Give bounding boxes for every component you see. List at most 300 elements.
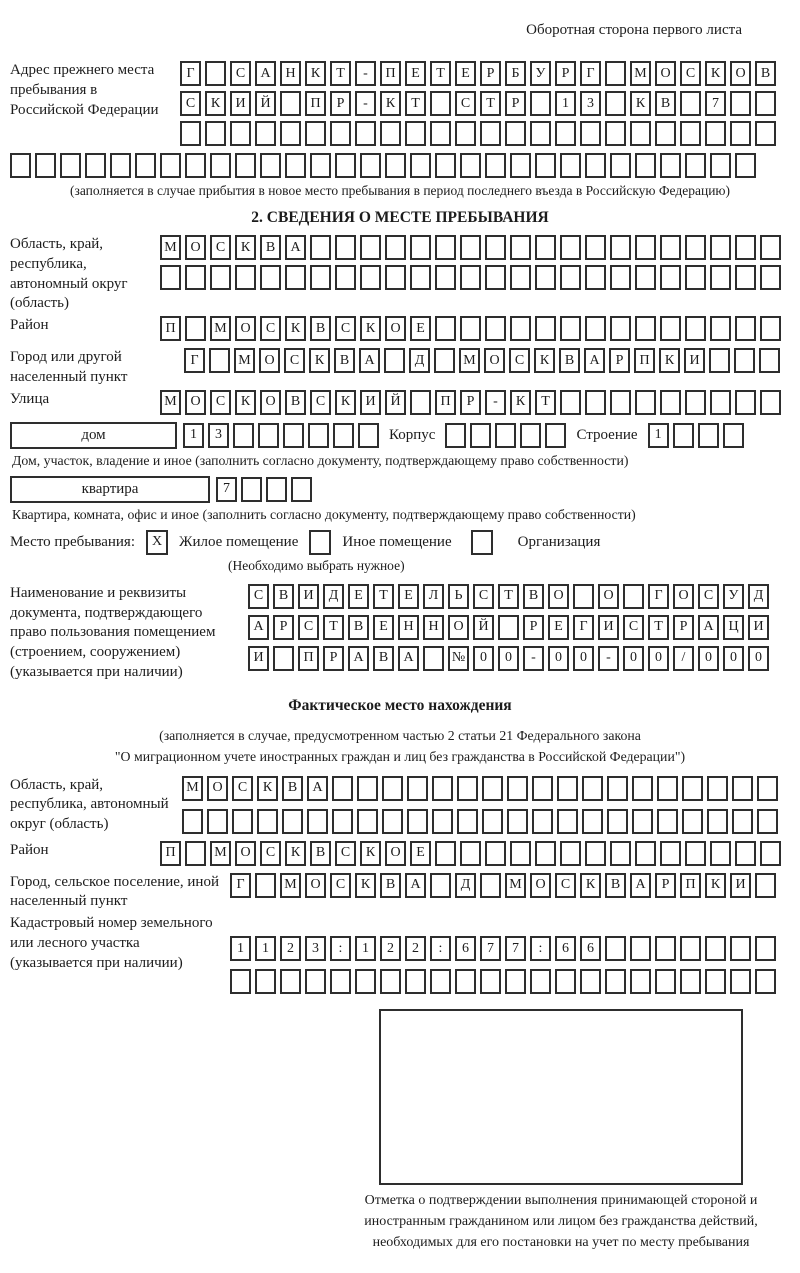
char-cell[interactable]: К: [360, 316, 381, 341]
char-cell[interactable]: [698, 423, 719, 448]
char-cell[interactable]: П: [380, 61, 401, 86]
char-cell[interactable]: [507, 809, 528, 834]
char-cell[interactable]: А: [698, 615, 719, 640]
char-cell[interactable]: А: [255, 61, 276, 86]
char-cell[interactable]: [180, 121, 201, 146]
char-cell[interactable]: Г: [573, 615, 594, 640]
char-cell[interactable]: [632, 809, 653, 834]
char-cell[interactable]: [495, 423, 516, 448]
char-cell[interactable]: А: [584, 348, 605, 373]
char-cell[interactable]: К: [257, 776, 278, 801]
char-cell[interactable]: [730, 936, 751, 961]
char-cell[interactable]: [460, 235, 481, 260]
char-cell[interactable]: [482, 776, 503, 801]
char-cell[interactable]: [732, 809, 753, 834]
char-cell[interactable]: О: [235, 841, 256, 866]
char-cell[interactable]: [582, 776, 603, 801]
char-cell[interactable]: [735, 390, 756, 415]
char-cell[interactable]: [735, 153, 756, 178]
char-cell[interactable]: [735, 841, 756, 866]
char-cell[interactable]: [732, 776, 753, 801]
char-cell[interactable]: [382, 809, 403, 834]
char-cell[interactable]: [430, 121, 451, 146]
char-cell[interactable]: [505, 121, 526, 146]
char-cell[interactable]: [291, 477, 312, 502]
char-cell[interactable]: [730, 121, 751, 146]
char-cell[interactable]: [545, 423, 566, 448]
char-cell[interactable]: О: [235, 316, 256, 341]
char-cell[interactable]: У: [723, 584, 744, 609]
char-cell[interactable]: [605, 121, 626, 146]
char-cell[interactable]: В: [755, 61, 776, 86]
char-cell[interactable]: [480, 969, 501, 994]
char-cell[interactable]: [185, 265, 206, 290]
char-cell[interactable]: А: [307, 776, 328, 801]
char-cell[interactable]: С: [248, 584, 269, 609]
char-cell[interactable]: [655, 969, 676, 994]
char-cell[interactable]: [230, 121, 251, 146]
char-cell[interactable]: [407, 809, 428, 834]
char-cell[interactable]: [280, 91, 301, 116]
char-cell[interactable]: -: [355, 61, 376, 86]
char-cell[interactable]: [530, 121, 551, 146]
char-cell[interactable]: [635, 316, 656, 341]
char-cell[interactable]: 1: [255, 936, 276, 961]
char-cell[interactable]: [255, 969, 276, 994]
char-cell[interactable]: В: [310, 841, 331, 866]
char-cell[interactable]: П: [680, 873, 701, 898]
char-cell[interactable]: В: [605, 873, 626, 898]
char-cell[interactable]: 0: [498, 646, 519, 671]
char-cell[interactable]: Р: [330, 91, 351, 116]
char-cell[interactable]: Г: [648, 584, 669, 609]
char-cell[interactable]: [260, 265, 281, 290]
char-cell[interactable]: [710, 841, 731, 866]
char-cell[interactable]: [405, 969, 426, 994]
char-cell[interactable]: [760, 235, 781, 260]
char-cell[interactable]: [682, 776, 703, 801]
char-cell[interactable]: О: [484, 348, 505, 373]
char-cell[interactable]: [35, 153, 56, 178]
char-cell[interactable]: [185, 153, 206, 178]
char-cell[interactable]: [685, 235, 706, 260]
char-cell[interactable]: А: [630, 873, 651, 898]
char-cell[interactable]: А: [348, 646, 369, 671]
char-cell[interactable]: 1: [648, 423, 669, 448]
char-cell[interactable]: П: [160, 316, 181, 341]
char-cell[interactable]: [560, 390, 581, 415]
char-cell[interactable]: [510, 265, 531, 290]
char-cell[interactable]: [610, 841, 631, 866]
char-cell[interactable]: Г: [184, 348, 205, 373]
char-cell[interactable]: [210, 153, 231, 178]
char-cell[interactable]: [610, 153, 631, 178]
char-cell[interactable]: [232, 809, 253, 834]
char-cell[interactable]: В: [523, 584, 544, 609]
char-cell[interactable]: Т: [323, 615, 344, 640]
char-cell[interactable]: :: [430, 936, 451, 961]
char-cell[interactable]: [610, 235, 631, 260]
char-cell[interactable]: [432, 776, 453, 801]
char-cell[interactable]: [673, 423, 694, 448]
char-cell[interactable]: 3: [305, 936, 326, 961]
char-cell[interactable]: [610, 390, 631, 415]
char-cell[interactable]: [305, 969, 326, 994]
char-cell[interactable]: Р: [480, 61, 501, 86]
char-cell[interactable]: [705, 936, 726, 961]
char-cell[interactable]: [705, 121, 726, 146]
char-cell[interactable]: 2: [380, 936, 401, 961]
char-cell[interactable]: 6: [455, 936, 476, 961]
char-cell[interactable]: [735, 235, 756, 260]
char-cell[interactable]: Ь: [448, 584, 469, 609]
char-cell[interactable]: [655, 936, 676, 961]
char-cell[interactable]: М: [630, 61, 651, 86]
char-cell[interactable]: К: [630, 91, 651, 116]
char-cell[interactable]: О: [530, 873, 551, 898]
char-cell[interactable]: [405, 121, 426, 146]
char-cell[interactable]: [305, 121, 326, 146]
char-cell[interactable]: [760, 841, 781, 866]
char-cell[interactable]: К: [705, 61, 726, 86]
char-cell[interactable]: О: [673, 584, 694, 609]
char-cell[interactable]: [430, 91, 451, 116]
char-cell[interactable]: М: [182, 776, 203, 801]
char-cell[interactable]: [485, 316, 506, 341]
char-cell[interactable]: [460, 153, 481, 178]
inoe-checkbox[interactable]: [309, 530, 331, 555]
char-cell[interactable]: [308, 423, 329, 448]
char-cell[interactable]: /: [673, 646, 694, 671]
char-cell[interactable]: [707, 809, 728, 834]
char-cell[interactable]: К: [580, 873, 601, 898]
char-cell[interactable]: -: [355, 91, 376, 116]
zhiloe-checkbox[interactable]: X: [146, 530, 168, 555]
char-cell[interactable]: Т: [498, 584, 519, 609]
char-cell[interactable]: [360, 153, 381, 178]
char-cell[interactable]: [260, 153, 281, 178]
char-cell[interactable]: [560, 153, 581, 178]
char-cell[interactable]: [730, 969, 751, 994]
char-cell[interactable]: Р: [460, 390, 481, 415]
char-cell[interactable]: О: [598, 584, 619, 609]
char-cell[interactable]: Т: [373, 584, 394, 609]
char-cell[interactable]: Й: [385, 390, 406, 415]
char-cell[interactable]: [530, 91, 551, 116]
char-cell[interactable]: [680, 936, 701, 961]
char-cell[interactable]: Н: [398, 615, 419, 640]
char-cell[interactable]: [435, 841, 456, 866]
char-cell[interactable]: У: [530, 61, 551, 86]
char-cell[interactable]: С: [698, 584, 719, 609]
char-cell[interactable]: [507, 776, 528, 801]
char-cell[interactable]: [685, 153, 706, 178]
char-cell[interactable]: [657, 776, 678, 801]
char-cell[interactable]: [283, 423, 304, 448]
char-cell[interactable]: А: [359, 348, 380, 373]
char-cell[interactable]: О: [448, 615, 469, 640]
char-cell[interactable]: [330, 969, 351, 994]
char-cell[interactable]: [435, 153, 456, 178]
char-cell[interactable]: С: [680, 61, 701, 86]
char-cell[interactable]: 2: [405, 936, 426, 961]
char-cell[interactable]: [380, 121, 401, 146]
char-cell[interactable]: [485, 153, 506, 178]
char-cell[interactable]: М: [210, 841, 231, 866]
char-cell[interactable]: Н: [423, 615, 444, 640]
char-cell[interactable]: [410, 390, 431, 415]
char-cell[interactable]: [585, 316, 606, 341]
char-cell[interactable]: [384, 348, 405, 373]
char-cell[interactable]: 0: [723, 646, 744, 671]
char-cell[interactable]: [480, 873, 501, 898]
char-cell[interactable]: [710, 265, 731, 290]
char-cell[interactable]: Р: [555, 61, 576, 86]
char-cell[interactable]: 1: [355, 936, 376, 961]
char-cell[interactable]: Т: [405, 91, 426, 116]
char-cell[interactable]: [682, 809, 703, 834]
char-cell[interactable]: Н: [280, 61, 301, 86]
char-cell[interactable]: [710, 153, 731, 178]
char-cell[interactable]: К: [355, 873, 376, 898]
char-cell[interactable]: [330, 121, 351, 146]
char-cell[interactable]: [209, 348, 230, 373]
char-cell[interactable]: И: [684, 348, 705, 373]
char-cell[interactable]: [332, 809, 353, 834]
char-cell[interactable]: К: [305, 61, 326, 86]
char-cell[interactable]: [498, 615, 519, 640]
char-cell[interactable]: [585, 265, 606, 290]
char-cell[interactable]: Р: [323, 646, 344, 671]
char-cell[interactable]: С: [623, 615, 644, 640]
char-cell[interactable]: М: [459, 348, 480, 373]
char-cell[interactable]: [470, 423, 491, 448]
char-cell[interactable]: [410, 153, 431, 178]
char-cell[interactable]: [660, 153, 681, 178]
char-cell[interactable]: [530, 969, 551, 994]
char-cell[interactable]: [510, 841, 531, 866]
char-cell[interactable]: И: [360, 390, 381, 415]
char-cell[interactable]: [505, 969, 526, 994]
char-cell[interactable]: [485, 265, 506, 290]
char-cell[interactable]: 7: [216, 477, 237, 502]
char-cell[interactable]: О: [385, 316, 406, 341]
char-cell[interactable]: [485, 841, 506, 866]
char-cell[interactable]: [557, 776, 578, 801]
char-cell[interactable]: Д: [748, 584, 769, 609]
char-cell[interactable]: [607, 776, 628, 801]
char-cell[interactable]: [605, 969, 626, 994]
char-cell[interactable]: М: [234, 348, 255, 373]
char-cell[interactable]: [455, 121, 476, 146]
char-cell[interactable]: [482, 809, 503, 834]
char-cell[interactable]: [635, 265, 656, 290]
char-cell[interactable]: К: [705, 873, 726, 898]
char-cell[interactable]: [445, 423, 466, 448]
char-cell[interactable]: В: [282, 776, 303, 801]
char-cell[interactable]: [560, 841, 581, 866]
char-cell[interactable]: [680, 969, 701, 994]
char-cell[interactable]: [307, 809, 328, 834]
char-cell[interactable]: [607, 809, 628, 834]
char-cell[interactable]: [755, 91, 776, 116]
char-cell[interactable]: [760, 316, 781, 341]
char-cell[interactable]: Д: [455, 873, 476, 898]
char-cell[interactable]: [630, 121, 651, 146]
char-cell[interactable]: [285, 265, 306, 290]
char-cell[interactable]: [457, 809, 478, 834]
char-cell[interactable]: [455, 969, 476, 994]
char-cell[interactable]: [185, 841, 206, 866]
char-cell[interactable]: [360, 265, 381, 290]
char-cell[interactable]: [285, 153, 306, 178]
organizatsiya-checkbox[interactable]: [471, 530, 493, 555]
char-cell[interactable]: П: [634, 348, 655, 373]
char-cell[interactable]: Р: [523, 615, 544, 640]
char-cell[interactable]: С: [180, 91, 201, 116]
char-cell[interactable]: Д: [323, 584, 344, 609]
char-cell[interactable]: Т: [648, 615, 669, 640]
char-cell[interactable]: [759, 348, 780, 373]
char-cell[interactable]: [535, 265, 556, 290]
char-cell[interactable]: [460, 841, 481, 866]
char-cell[interactable]: [755, 873, 776, 898]
char-cell[interactable]: С: [232, 776, 253, 801]
char-cell[interactable]: [710, 390, 731, 415]
char-cell[interactable]: Д: [409, 348, 430, 373]
char-cell[interactable]: И: [298, 584, 319, 609]
char-cell[interactable]: 0: [698, 646, 719, 671]
char-cell[interactable]: О: [305, 873, 326, 898]
char-cell[interactable]: М: [280, 873, 301, 898]
char-cell[interactable]: [660, 390, 681, 415]
char-cell[interactable]: К: [360, 841, 381, 866]
char-cell[interactable]: [660, 265, 681, 290]
char-cell[interactable]: [557, 809, 578, 834]
char-cell[interactable]: 3: [580, 91, 601, 116]
char-cell[interactable]: Е: [410, 841, 431, 866]
char-cell[interactable]: О: [730, 61, 751, 86]
char-cell[interactable]: [358, 423, 379, 448]
char-cell[interactable]: И: [248, 646, 269, 671]
char-cell[interactable]: [610, 265, 631, 290]
char-cell[interactable]: О: [185, 390, 206, 415]
char-cell[interactable]: [282, 809, 303, 834]
char-cell[interactable]: [635, 235, 656, 260]
char-cell[interactable]: [310, 265, 331, 290]
char-cell[interactable]: С: [210, 390, 231, 415]
char-cell[interactable]: А: [248, 615, 269, 640]
char-cell[interactable]: -: [523, 646, 544, 671]
char-cell[interactable]: [635, 390, 656, 415]
char-cell[interactable]: [460, 316, 481, 341]
char-cell[interactable]: [435, 265, 456, 290]
char-cell[interactable]: К: [534, 348, 555, 373]
char-cell[interactable]: [605, 936, 626, 961]
char-cell[interactable]: [757, 776, 778, 801]
char-cell[interactable]: К: [205, 91, 226, 116]
char-cell[interactable]: [258, 423, 279, 448]
char-cell[interactable]: И: [230, 91, 251, 116]
char-cell[interactable]: :: [330, 936, 351, 961]
char-cell[interactable]: [60, 153, 81, 178]
char-cell[interactable]: [535, 316, 556, 341]
char-cell[interactable]: В: [380, 873, 401, 898]
char-cell[interactable]: [555, 969, 576, 994]
char-cell[interactable]: О: [655, 61, 676, 86]
char-cell[interactable]: К: [510, 390, 531, 415]
char-cell[interactable]: [630, 969, 651, 994]
char-cell[interactable]: К: [335, 390, 356, 415]
char-cell[interactable]: [710, 235, 731, 260]
char-cell[interactable]: [560, 316, 581, 341]
char-cell[interactable]: [266, 477, 287, 502]
char-cell[interactable]: [723, 423, 744, 448]
char-cell[interactable]: [257, 809, 278, 834]
char-cell[interactable]: [255, 873, 276, 898]
char-cell[interactable]: 1: [555, 91, 576, 116]
char-cell[interactable]: К: [235, 390, 256, 415]
char-cell[interactable]: [760, 265, 781, 290]
char-cell[interactable]: [532, 809, 553, 834]
char-cell[interactable]: [655, 121, 676, 146]
char-cell[interactable]: 6: [555, 936, 576, 961]
char-cell[interactable]: [510, 153, 531, 178]
char-cell[interactable]: [555, 121, 576, 146]
char-cell[interactable]: 7: [505, 936, 526, 961]
char-cell[interactable]: С: [555, 873, 576, 898]
char-cell[interactable]: Л: [423, 584, 444, 609]
char-cell[interactable]: С: [260, 316, 281, 341]
char-cell[interactable]: М: [505, 873, 526, 898]
char-cell[interactable]: [585, 153, 606, 178]
char-cell[interactable]: Т: [535, 390, 556, 415]
char-cell[interactable]: [235, 153, 256, 178]
char-cell[interactable]: [382, 776, 403, 801]
char-cell[interactable]: [573, 584, 594, 609]
char-cell[interactable]: [510, 235, 531, 260]
char-cell[interactable]: [709, 348, 730, 373]
char-cell[interactable]: 2: [280, 936, 301, 961]
char-cell[interactable]: [357, 809, 378, 834]
char-cell[interactable]: М: [160, 390, 181, 415]
char-cell[interactable]: К: [309, 348, 330, 373]
char-cell[interactable]: К: [235, 235, 256, 260]
char-cell[interactable]: [407, 776, 428, 801]
char-cell[interactable]: К: [659, 348, 680, 373]
char-cell[interactable]: Ц: [723, 615, 744, 640]
char-cell[interactable]: [685, 841, 706, 866]
char-cell[interactable]: А: [405, 873, 426, 898]
char-cell[interactable]: Й: [473, 615, 494, 640]
char-cell[interactable]: [685, 265, 706, 290]
char-cell[interactable]: С: [335, 841, 356, 866]
char-cell[interactable]: С: [310, 390, 331, 415]
char-cell[interactable]: [457, 776, 478, 801]
char-cell[interactable]: [535, 153, 556, 178]
char-cell[interactable]: К: [285, 316, 306, 341]
char-cell[interactable]: [632, 776, 653, 801]
char-cell[interactable]: [735, 265, 756, 290]
char-cell[interactable]: Р: [505, 91, 526, 116]
char-cell[interactable]: О: [259, 348, 280, 373]
char-cell[interactable]: О: [207, 776, 228, 801]
char-cell[interactable]: [357, 776, 378, 801]
char-cell[interactable]: [755, 121, 776, 146]
char-cell[interactable]: [335, 265, 356, 290]
char-cell[interactable]: [355, 121, 376, 146]
char-cell[interactable]: [333, 423, 354, 448]
